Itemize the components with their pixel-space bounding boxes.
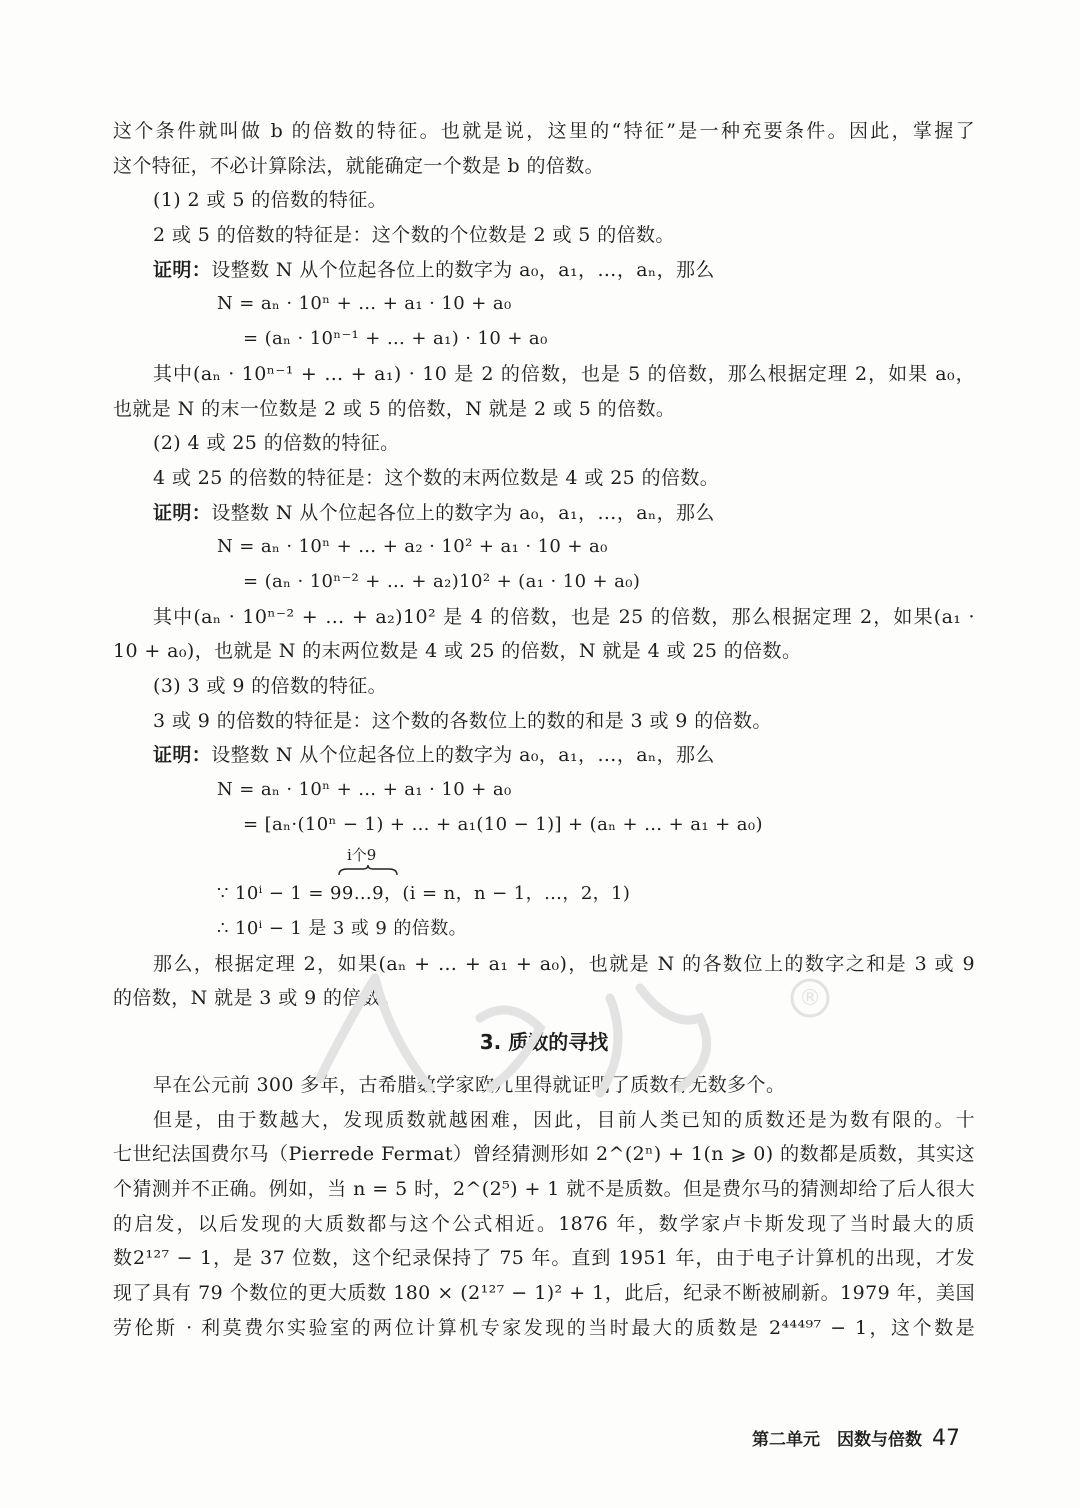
subsection-title: (2) 4 或 25 的倍数的特征。 xyxy=(153,432,400,455)
formula-line: N = aₙ · 10ⁿ + … + a₁ · 10 + a₀ xyxy=(217,293,512,315)
paragraph-line: 劳伦斯 · 利莫费尔实验室的两位计算机专家发现的当时最大的质数是 2⁴⁴⁴⁹⁷ − 1，这个数是 xyxy=(113,1316,975,1339)
paragraph-line: 七世纪法国费尔马（Pierrede Fermat）曾经猜测形如 2^(2ⁿ) + 1(n ⩾ 0) 的数都是质数，其实这 xyxy=(113,1143,975,1166)
proof-line xyxy=(113,738,975,773)
paragraph-line: 但是，由于数越大，发现质数就越困难，因此，目前人类已知的质数还是为数有限的。十 xyxy=(153,1108,975,1131)
formula-line: N = aₙ · 10ⁿ + … + a₁ · 10 + a₀ xyxy=(217,779,512,801)
proof-text: 设整数 N 从个位起各位上的数字为 a₀，a₁，…，aₙ，那么 xyxy=(211,501,715,524)
paragraph-line: 的启发，以后发现的大质数都与这个公式相近。1876 年，数学家卢卡斯发现了当时最大的质 xyxy=(113,1212,975,1235)
paragraph-line: 早在公元前 300 多年，古希腊数学家欧几里得就证明了质数有无数多个。 xyxy=(153,1073,786,1096)
paragraph-line: 也就是 N 的末一位数是 2 或 5 的倍数，N 就是 2 或 5 的倍数。 xyxy=(113,397,676,420)
paragraph-line: 的倍数，N 就是 3 或 9 的倍数。 xyxy=(113,987,401,1010)
overbrace-icon xyxy=(337,864,399,876)
page-body xyxy=(113,114,975,1345)
because-line: ∵ 10ⁱ − 1 = 99…9，(i = n，n − 1，…，2，1) xyxy=(217,883,631,905)
overbrace-label: i个9 xyxy=(347,846,377,865)
paragraph-line: 3 或 9 的倍数的特征是：这个数的各数位上的数的和是 3 或 9 的倍数。 xyxy=(153,709,772,732)
therefore-line: ∴ 10ⁱ − 1 是 3 或 9 的倍数。 xyxy=(217,917,467,939)
paragraph-line: 2 或 5 的倍数的特征是：这个数的个位数是 2 或 5 的倍数。 xyxy=(153,224,675,247)
subsection-title: (3) 3 或 9 的倍数的特征。 xyxy=(153,675,388,697)
formula-line: = [aₙ·(10ⁿ − 1) + … + a₁(10 − 1)] + (aₙ + … + a₁ + a₀) xyxy=(243,813,763,835)
proof-line xyxy=(113,253,975,288)
proof-line xyxy=(113,496,975,531)
footer-unit-title: 第二单元 因数与倍数 xyxy=(752,1430,922,1450)
proof-text: 设整数 N 从个位起各位上的数字为 a₀，a₁，…，aₙ，那么 xyxy=(211,258,715,281)
proof-label: 证明： xyxy=(153,258,212,281)
overbrace-annotation xyxy=(113,842,975,877)
paragraph-line: 其中(aₙ · 10ⁿ⁻² + … + a₂)10² 是 4 的倍数，也是 25 的倍数，那么根据定理 2，如果(a₁ · xyxy=(153,605,975,628)
formula-line: = (aₙ · 10ⁿ⁻² + … + a₂)10² + (a₁ · 10 + a₀) xyxy=(243,570,641,592)
page-number: 47 xyxy=(932,1426,960,1451)
paragraph-line: 10 + a₀)，也就是 N 的末两位数是 4 或 25 的倍数，N 就是 4 或 25 的倍数。 xyxy=(113,640,802,663)
formula-line: N = aₙ · 10ⁿ + … + a₂ · 10² + a₁ · 10 + a₀ xyxy=(217,536,608,558)
paragraph-line: 数2¹²⁷ − 1，是 37 位数，这个纪录保持了 75 年。直到 1951 年，由于电子计算机的出现，才发 xyxy=(113,1247,975,1270)
paragraph-line: 4 或 25 的倍数的特征是：这个数的末两位数是 4 或 25 的倍数。 xyxy=(153,466,720,489)
proof-label: 证明： xyxy=(153,744,212,767)
paragraph-line: 现了具有 79 个数位的更大质数 180 × (2¹²⁷ − 1)² + 1，此后，纪录不断被刷新。1979 年，美国 xyxy=(113,1282,975,1304)
paragraph-line: 这个条件就叫做 b 的倍数的特征。也就是说，这里的“特征”是一种充要条件。因此，掌握了 xyxy=(113,120,975,142)
subsection-title: (1) 2 或 5 的倍数的特征。 xyxy=(153,189,388,212)
paragraph-line: 这个特征，不必计算除法，就能确定一个数是 b 的倍数。 xyxy=(113,154,605,177)
page-footer xyxy=(752,1425,960,1451)
proof-text: 设整数 N 从个位起各位上的数字为 a₀，a₁，…，aₙ，那么 xyxy=(211,744,715,767)
formula-line: = (aₙ · 10ⁿ⁻¹ + … + a₁) · 10 + a₀ xyxy=(243,328,548,350)
paragraph-line: 个猜测并不正确。例如，当 n = 5 时，2^(2⁵) + 1 就不是质数。但是费尔马的猜测却给了后人很大 xyxy=(113,1177,975,1200)
paragraph-line: 那么，根据定理 2，如果(aₙ + … + a₁ + a₀)，也就是 N 的各数位上的数字之和是 3 或 9 xyxy=(153,952,975,975)
section-heading: 3. 质数的寻找 xyxy=(479,1029,609,1054)
proof-label: 证明： xyxy=(153,501,212,524)
paragraph-line: 其中(aₙ · 10ⁿ⁻¹ + … + a₁) · 10 是 2 的倍数，也是 5 的倍数，那么根据定理 2，如果 a₀， xyxy=(153,362,975,385)
registered-mark: ® xyxy=(799,986,821,1011)
